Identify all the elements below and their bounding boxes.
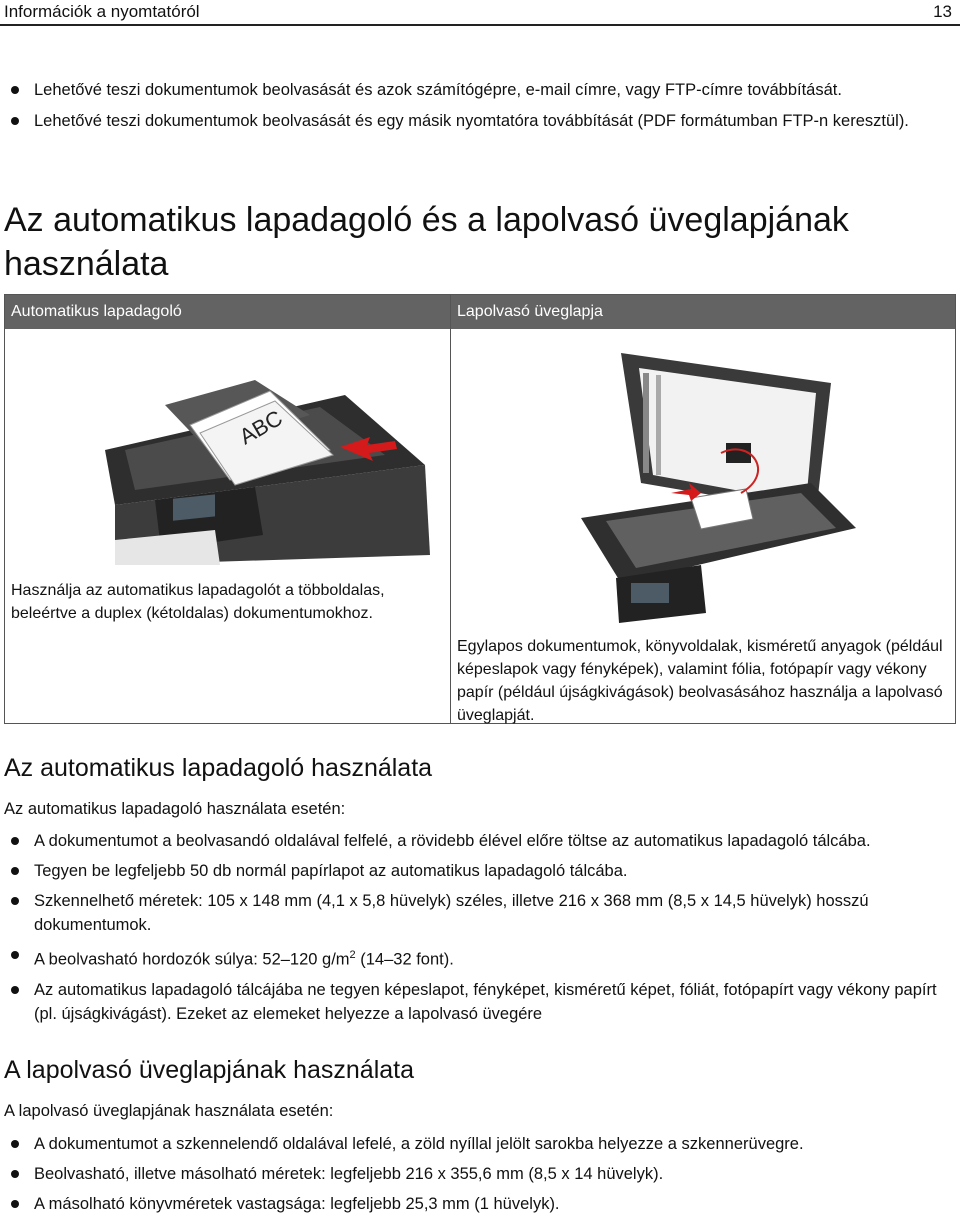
glass-bullet-list: [0, 1132, 950, 1216]
page-header: [0, 0, 960, 26]
list-item: A dokumentumot a szkennelendő oldalával lefelé, a zöld nyíllal jelölt sarokba helyezze a szkennerüvegre.: [0, 1132, 950, 1156]
page-number: 13: [933, 2, 952, 21]
list-item: Tegyen be legfeljebb 50 db normál papírlapot az automatikus lapadagoló tálcába.: [0, 859, 950, 883]
column-header: Automatikus lapadagoló: [5, 295, 450, 329]
adf-printer-illustration: [95, 355, 435, 565]
section-title: A lapolvasó üveglapjának használata: [4, 1056, 415, 1084]
list-item: Lehetővé teszi dokumentumok beolvasását és azok számítógépre, e-mail címre, vagy FTP-címre továbbítását.: [0, 78, 930, 102]
column-caption: Egylapos dokumentumok, könyvoldalak, kisméretű anyagok (például képeslapok vagy fényképek), valamint fólia, fotópapír vagy vékony papír (például újságkivágások) beolvasásához használja a lapolvasó üveglapját.: [457, 638, 943, 724]
superscript: 2: [349, 949, 356, 961]
table-column-glass: [451, 295, 955, 723]
table-column-adf: [5, 295, 451, 723]
comparison-table: [4, 294, 956, 724]
weight-text: A beolvasható hordozók súlya: 52–120 g/m: [34, 950, 350, 969]
section-title: Az automatikus lapadagoló és a lapolvasó üveglapjának használata: [4, 201, 849, 283]
column-caption: Használja az automatikus lapadagolót a többoldalas, beleértve a duplex (kétoldalas) dokumentumokhoz.: [11, 582, 385, 622]
list-item: Szkennelhető méretek: 105 x 148 mm (4,1 x 5,8 hüvelyk) széles, illetve 216 x 368 mm (8,5 x 14,5 hüvelyk) hosszú dokumentumok.: [0, 889, 950, 937]
section-lead: Az automatikus lapadagoló használata esetén:: [4, 800, 346, 818]
running-title: Információk a nyomtatóról: [4, 2, 200, 21]
adf-bullet-list: [0, 829, 950, 1026]
section-title: Az automatikus lapadagoló használata: [4, 754, 433, 782]
section-lead: A lapolvasó üveglapjának használata esetén:: [4, 1102, 334, 1120]
list-item: Lehetővé teszi dokumentumok beolvasását és egy másik nyomtatóra továbbítását (PDF formátumban FTP-n keresztül).: [0, 109, 930, 133]
header-rule: [0, 24, 960, 26]
list-item: A másolható könyvméretek vastagsága: legfeljebb 25,3 mm (1 hüvelyk).: [0, 1192, 950, 1216]
column-header: Lapolvasó üveglapja: [451, 295, 955, 329]
scanner-glass-illustration: [561, 343, 861, 623]
weight-unit-text: (14–32 font).: [355, 950, 454, 969]
list-item: Beolvasható, illetve másolható méretek: legfeljebb 216 x 355,6 mm (8,5 x 14 hüvelyk).: [0, 1162, 950, 1186]
list-item: A dokumentumot a beolvasandó oldalával felfelé, a rövidebb élével előre töltse az automatikus lapadagoló tálcába.: [0, 829, 950, 853]
intro-bullet-list: [0, 78, 930, 133]
paper-label: ABC: [235, 405, 287, 450]
list-item: [0, 943, 950, 972]
list-item: Az automatikus lapadagoló tálcájába ne tegyen képeslapot, fényképet, kisméretű képet, fóliát, fotópapírt vagy vékony papírt (pl. újságkivágást). Ezeket az elemeket helyezze a lapolvasó üvegére: [0, 978, 950, 1026]
